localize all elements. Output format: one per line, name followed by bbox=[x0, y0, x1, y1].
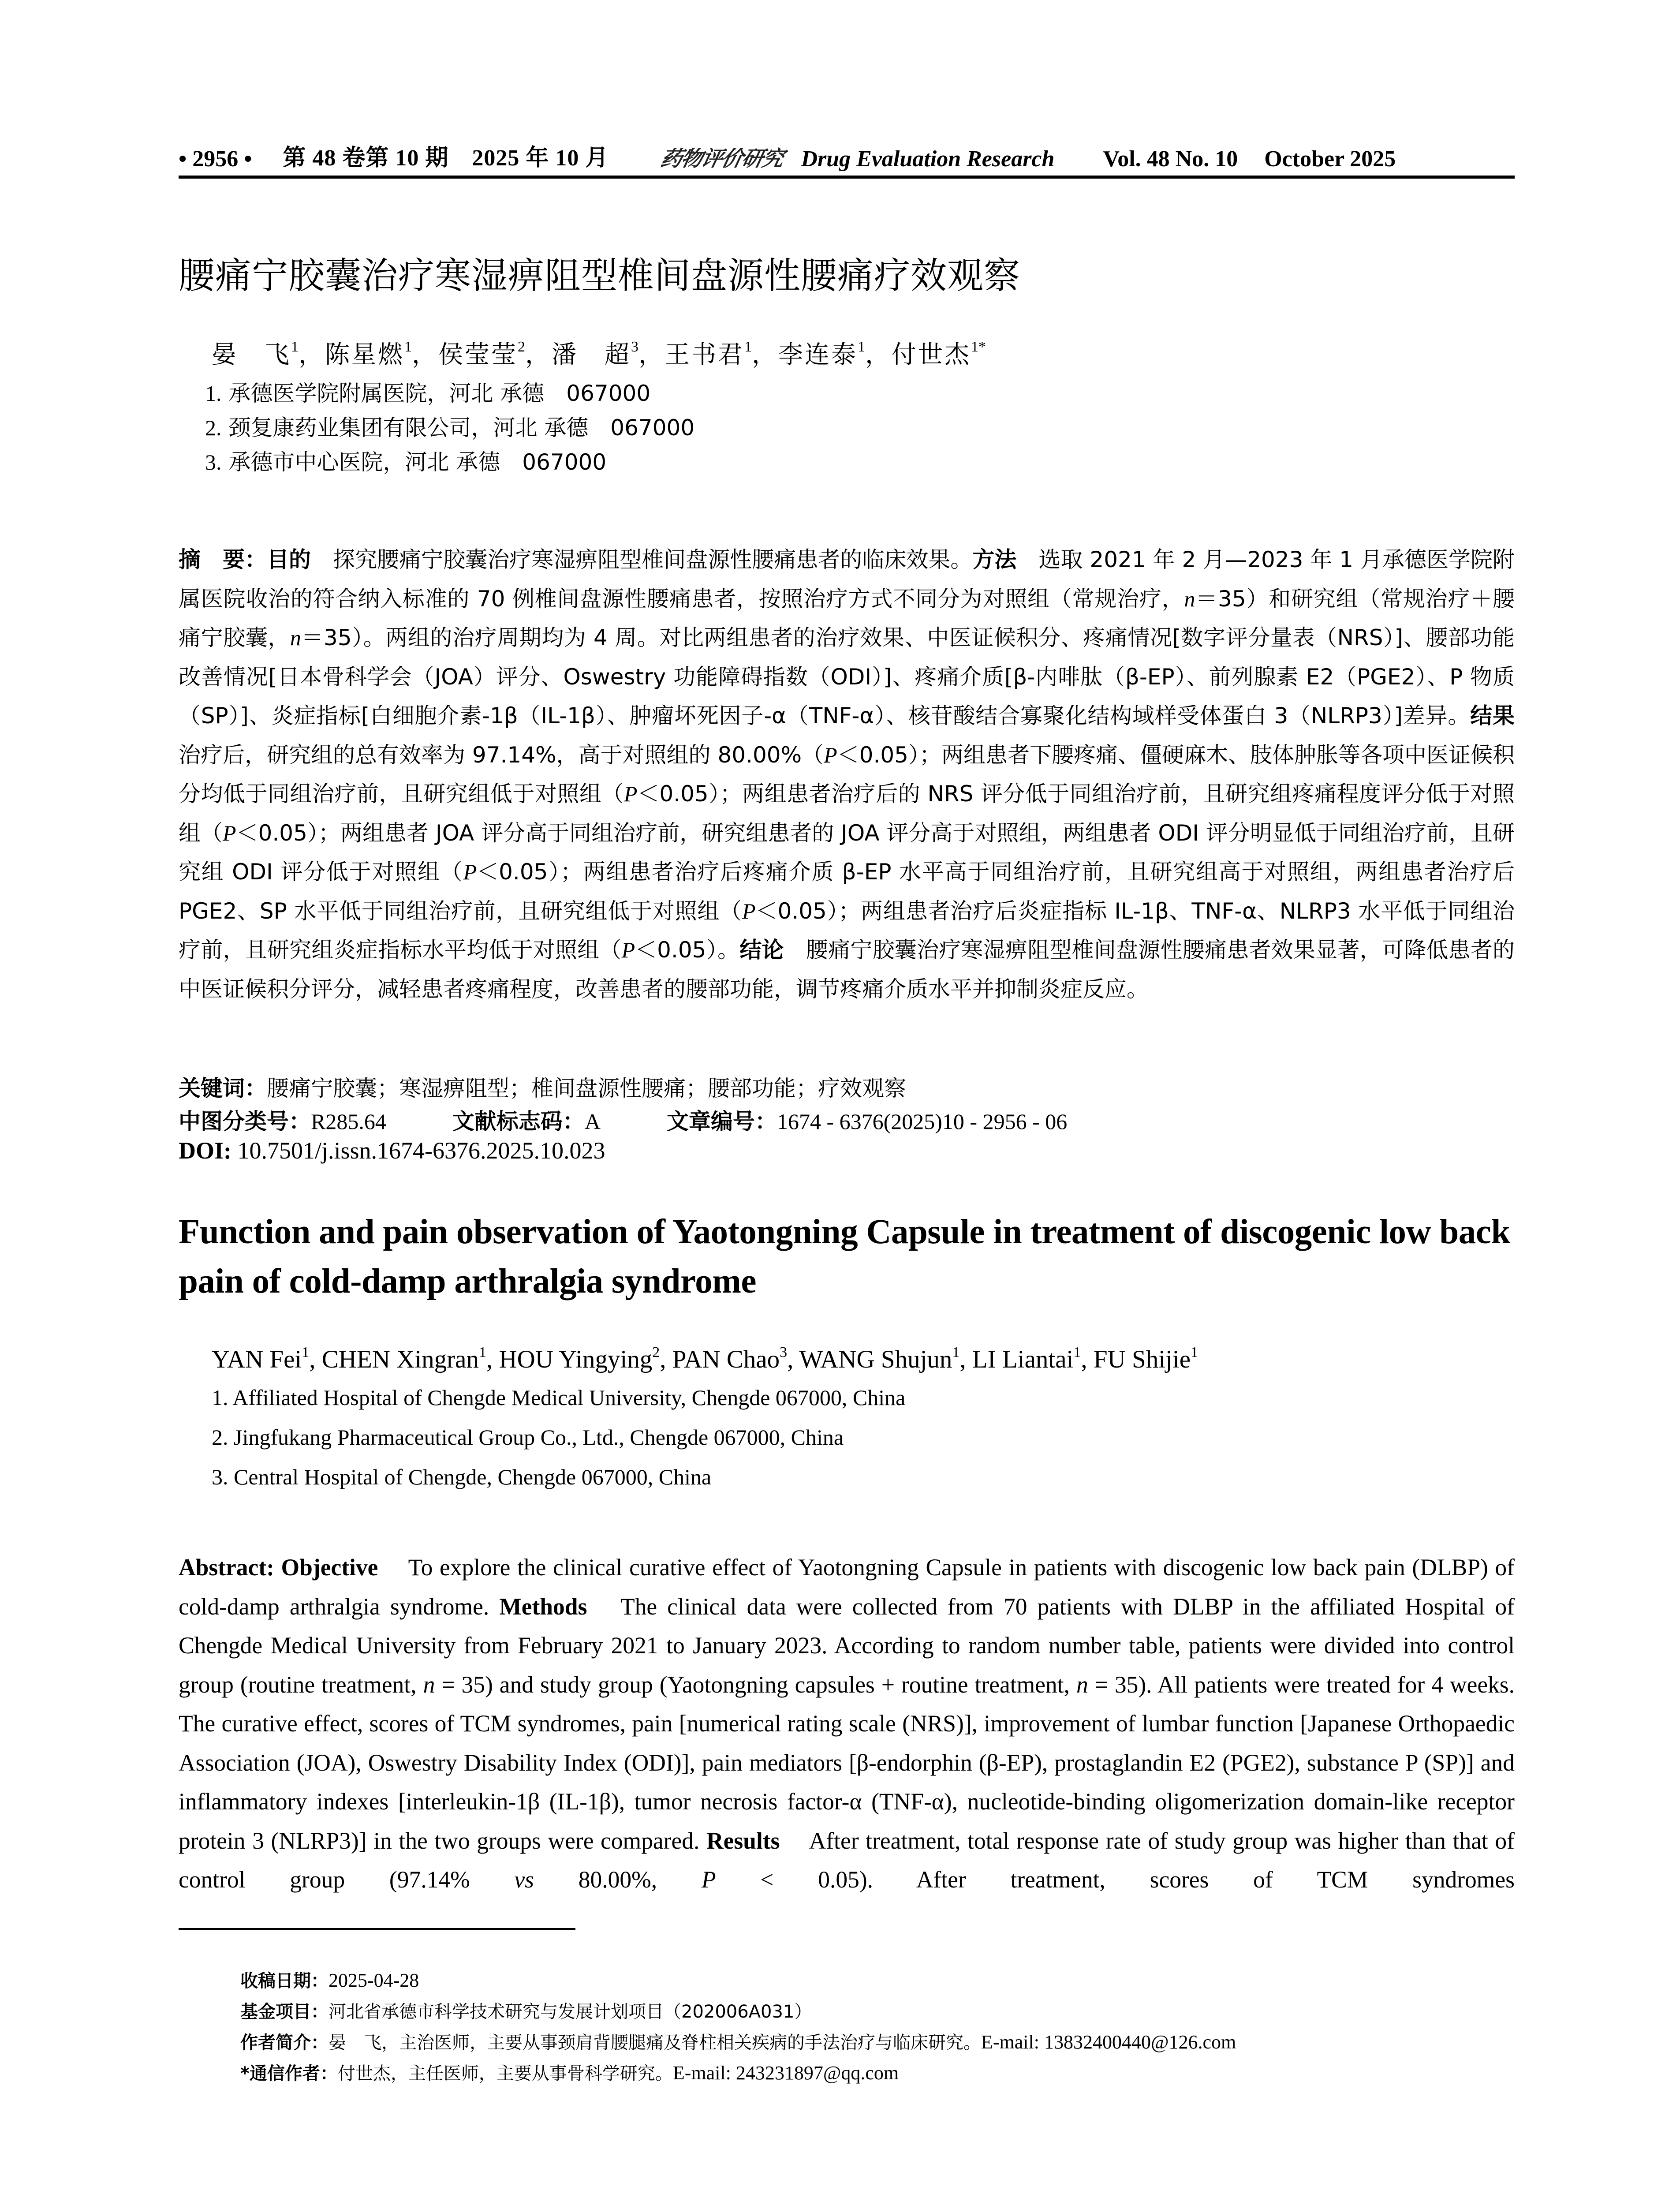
methods-label-en: Methods bbox=[499, 1593, 587, 1620]
footnote-corresponding-author: *通信作者：付世杰，主任医师，主要从事骨科学研究。E-mail: 243231897@qq.com bbox=[240, 2062, 899, 2084]
affiliation-cn: 1. 承德医学院附属医院，河北 承德 067000 bbox=[205, 381, 651, 406]
affiliation-en: 3. Central Hospital of Chengde, Chengde 067000, China bbox=[212, 1465, 712, 1489]
author-name: 晏 飞 bbox=[212, 340, 291, 369]
author-affiliation-mark: 1 bbox=[1191, 1344, 1198, 1360]
author-affiliation-mark: 1 bbox=[858, 339, 865, 355]
article-number: 1674 - 6376(2025)10 - 2956 - 06 bbox=[777, 1109, 1068, 1134]
author-affiliation-mark: 3 bbox=[780, 1344, 788, 1360]
author-name: 李连泰 bbox=[778, 340, 858, 369]
affiliation-en: 2. Jingfukang Pharmaceutical Group Co., Ltd., Chengde 067000, China bbox=[212, 1425, 844, 1450]
clc-number: R285.64 bbox=[311, 1109, 386, 1134]
author-name: 王书君 bbox=[665, 340, 744, 369]
affiliation-en: 1. Affiliated Hospital of Chengde Medical University, Chengde 067000, China bbox=[212, 1385, 906, 1410]
header-rule bbox=[179, 176, 1515, 179]
results-label-en: Results bbox=[706, 1827, 780, 1854]
abstract-label: 摘 要： bbox=[179, 547, 267, 572]
methods-label: 方法 bbox=[972, 547, 1017, 572]
conclusion-label: 结论 bbox=[739, 937, 784, 963]
author-affiliation-mark: 3 bbox=[631, 339, 638, 355]
journal-logo: 药物评价研究 bbox=[658, 146, 786, 171]
page-number: • 2956 • bbox=[179, 146, 252, 172]
footnote-author-bio: 作者简介：晏 飞，主治医师，主要从事颈肩背腰腿痛及脊柱相关疾病的手法治疗与临床研究。E-mail: 13832400440@126.com bbox=[240, 2031, 1236, 2053]
keywords-label: 关键词： bbox=[179, 1076, 267, 1101]
author-name: 付世杰 bbox=[892, 340, 971, 369]
author-affiliation-mark: 1 bbox=[302, 1344, 310, 1360]
results-label: 结果 bbox=[1470, 703, 1515, 729]
journal-name-en: Drug Evaluation Research bbox=[801, 146, 1055, 172]
footnote-received: 收稿日期：2025-04-28 bbox=[240, 1970, 419, 1991]
affiliation-cn: 2. 颈复康药业集团有限公司，河北 承德 067000 bbox=[205, 415, 695, 441]
objective-label: 目的 bbox=[267, 547, 311, 572]
footnote-rule bbox=[179, 1928, 575, 1930]
conclusion-text: 腰痛宁胶囊治疗寒湿痹阻型椎间盘源性腰痛患者效果显著，可降低患者的中医证候积分评分，减轻患者疼痛程度，改善患者的腰部功能，调节疼痛介质水平并抑制炎症反应。 bbox=[179, 937, 1515, 1002]
author-list-en: YAN Fei$^1$, CHEN Xingran$^1$, HOU Yingying$^2$, PAN Chao$^3$, WANG Shujun$^1$, LI Liantai$^1$, FU Shijie$^1$ bbox=[212, 1344, 1198, 1373]
abstract-objective-label: Abstract: Objective bbox=[179, 1554, 378, 1581]
doi-line: DOI: 10.7501/j.issn.1674-6376.2025.10.023 bbox=[179, 1137, 605, 1164]
author-name: CHEN Xingran bbox=[321, 1345, 479, 1373]
author-affiliation-mark: 2 bbox=[518, 339, 525, 355]
author-name: YAN Fei bbox=[212, 1345, 302, 1373]
objective-text: 探究腰痛宁胶囊治疗寒湿痹阻型椎间盘源性腰痛患者的临床效果。 bbox=[333, 547, 973, 572]
abstract-en: Abstract: Objective To explore the clinical curative effect of Yaotongning Capsule in patients with discogenic low back pain (DLBP) of cold-damp arthralgia syndrome. Methods The clinical data were collected from 70 patients with DLBP in the affiliated Hospital of Chengde Medical University from February 2021 to January 2023. According to random number table, patients were divided into control group (routine treatment, n = 35) and study group (Yaotongning capsules + routine treatment, n = 35). All patients were treated for 4 weeks. The curative effect, scores of TCM syndromes, pain [numerical rating scale (NRS)], improvement of lumbar function [Japanese Orthopaedic Association (JOA), Oswestry Disability Index (ODI)], pain mediators [β-endorphin (β-EP), prostaglandin E2 (PGE2), substance P (SP)] and inflammatory indexes [interleukin-1β (IL-1β), tumor necrosis factor-α (TNF-α), nucleotide-binding oligomerization domain-like receptor protein 3 (NLRP3)] in the two groups were compared. Results After treatment, total response rate of study group was higher than that of control group (97.14% vs 80.00%, P < 0.05). After treatment, scores of TCM syndromes bbox=[179, 1554, 1515, 1893]
keywords-cn bbox=[179, 1071, 906, 1102]
affiliation-cn: 3. 承德市中心医院，河北 承德 067000 bbox=[205, 449, 607, 475]
author-affiliation-mark: 1* bbox=[971, 339, 986, 355]
author-affiliation-mark: 1 bbox=[404, 339, 412, 355]
author-name: LI Liantai bbox=[972, 1345, 1074, 1373]
author-name: HOU Yingying bbox=[499, 1345, 653, 1373]
author-name: 侯莹莹 bbox=[438, 340, 518, 369]
author-name: WANG Shujun bbox=[799, 1345, 952, 1373]
classification-line: 中图分类号：R285.64 文献标志码：A 文章编号：1674 - 6376(2025)10 - 2956 - 06 bbox=[179, 1109, 1068, 1134]
author-affiliation-mark: 2 bbox=[652, 1344, 660, 1360]
doi-value[interactable]: 10.7501/j.issn.1674-6376.2025.10.023 bbox=[237, 1137, 605, 1164]
author-affiliation-mark: 1 bbox=[744, 339, 752, 355]
keywords-text: 腰痛宁胶囊；寒湿痹阻型；椎间盘源性腰痛；腰部功能；疗效观察 bbox=[267, 1076, 906, 1101]
author-affiliation-mark: 1 bbox=[952, 1344, 960, 1360]
issue-date-en: October 2025 bbox=[1264, 146, 1396, 172]
footnote-fund: 基金项目：河北省承德市科学技术研究与发展计划项目（202006A031） bbox=[240, 2002, 812, 2022]
article-title-en: Function and pain observation of Yaotongning Capsule in treatment of discogenic low back pain of cold-damp arthralgia syndrome bbox=[179, 1213, 1510, 1301]
author-list-cn: 晏 飞$^1$，陈星燃$^1$，侯莹莹$^2$，潘 超$^3$，王书君$^1$，李连泰$^1$，付世杰$^{1*}$ bbox=[212, 339, 986, 369]
author-email[interactable]: E-mail: 13832400440@126.com bbox=[981, 2031, 1236, 2053]
author-name: 陈星燃 bbox=[325, 340, 404, 369]
author-affiliation-mark: 1 bbox=[1073, 1344, 1081, 1360]
author-name: PAN Chao bbox=[672, 1345, 780, 1373]
author-name: 潘 超 bbox=[552, 340, 631, 369]
abstract-cn: 摘 要：目的 探究腰痛宁胶囊治疗寒湿痹阻型椎间盘源性腰痛患者的临床效果。方法 选取 2021 年 2 月—2023 年 1 月承德医学院附属医院收治的符合纳入标准的 70 例椎间盘源性腰痛患者，按照治疗方式不同分为对照组（常规治疗，n＝35）和研究组（常规治疗＋腰痛宁胶囊，n＝35）。两组的治疗周期均为 4 周。对比两组患者的治疗效果、中医证候积分、疼痛情况[数字评分量表（NRS）]、腰部功能改善情况[日本骨科学会（JOA）评分、Oswestry 功能障碍指数（ODI）]、疼痛介质[β-内啡肽（β-EP）、前列腺素 E2（PGE2）、P 物质（SP）]、炎症指标[白细胞介素-1β（IL-1β）、肿瘤坏死因子-α（TNF-α）、核苷酸结合寡聚化结构域样受体蛋白 3（NLRP3）]差异。结果 治疗后，研究组的总有效率为 97.14%，高于对照组的 80.00%（P＜0.05）；两组患者下腰疼痛、僵硬麻木、肢体肿胀等各项中医证候积分均低于同组治疗前，且研究组低于对照组（P＜0.05）；两组患者治疗后的 NRS 评分低于同组治疗前，且研究组疼痛程度评分低于对照组（P＜0.05）；两组患者 JOA 评分高于同组治疗前，研究组患者的 JOA 评分高于对照组，两组患者 ODI 评分明显低于同组治疗前，且研究组 ODI 评分低于对照组（P＜0.05）；两组患者治疗后疼痛介质 β-EP 水平高于同组治疗前，且研究组高于对照组，两组患者治疗后 PGE2、SP 水平低于同组治疗前，且研究组低于对照组（P＜0.05）；两组患者治疗后炎症指标 IL-1β、TNF-α、NLRP3 水平低于同组治疗前，且研究组炎症指标水平均低于对照组（P＜0.05）。结论 腰痛宁胶囊治疗寒湿痹阻型椎间盘源性腰痛患者效果显著，可降低患者的中医证候积分评分，减轻患者疼痛程度，改善患者的腰部功能，调节疼痛介质水平并抑制炎症反应。 bbox=[179, 547, 1515, 1002]
running-header bbox=[179, 140, 1515, 172]
author-name: FU Shijie bbox=[1093, 1345, 1191, 1373]
volume-info-en: Vol. 48 No. 10 bbox=[1103, 146, 1238, 172]
author-affiliation-mark: 1 bbox=[291, 339, 299, 355]
issue-info-cn: 第 48 卷第 10 期 2025 年 10 月 bbox=[283, 146, 609, 171]
author-affiliation-mark: 1 bbox=[478, 1344, 486, 1360]
document-code: A bbox=[584, 1109, 601, 1134]
journal-page bbox=[179, 0, 1515, 2205]
corresponding-email[interactable]: E-mail: 243231897@qq.com bbox=[672, 2062, 899, 2084]
article-title-cn: 腰痛宁胶囊治疗寒湿痹阻型椎间盘源性腰痛疗效观察 bbox=[179, 255, 1021, 297]
